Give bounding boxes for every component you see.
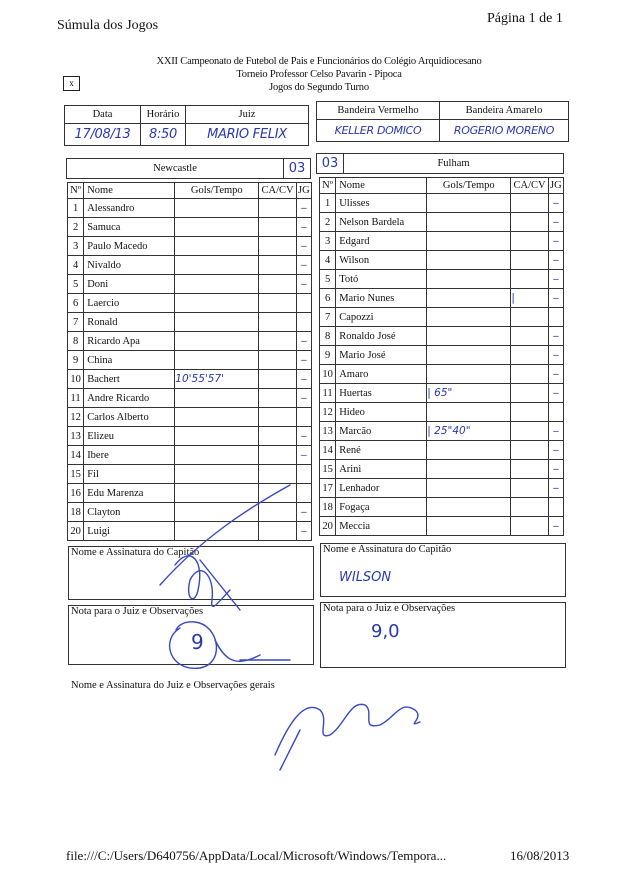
player-number: 12	[68, 408, 84, 427]
red-flag-value[interactable]: KELLER DOMICO	[317, 120, 440, 142]
away-col-cards: CA/CV	[511, 178, 548, 194]
player-number: 16	[68, 484, 84, 503]
player-jg[interactable]: –	[548, 479, 563, 498]
player-number: 8	[68, 332, 84, 351]
player-name: Hideo	[336, 403, 427, 422]
player-jg[interactable]: –	[548, 422, 563, 441]
player-number: 15	[68, 465, 84, 484]
player-jg[interactable]: –	[296, 218, 311, 237]
player-name: René	[336, 441, 427, 460]
championship-title: XXII Campeonato de Futebol de Pais e Funcionários do Colégio Arquidiocesano	[156, 56, 482, 67]
player-jg[interactable]: –	[296, 503, 311, 522]
player-name: Marcão	[336, 422, 427, 441]
player-number: 2	[320, 213, 336, 232]
player-name: Samuca	[84, 218, 175, 237]
player-name: Bachert	[84, 370, 175, 389]
referee-header-label: Juiz	[186, 106, 309, 124]
player-name: Clayton	[84, 503, 175, 522]
player-number: 1	[320, 194, 336, 213]
player-goals[interactable]: 10'55'57'	[175, 370, 259, 389]
player-goals[interactable]: | 65"	[427, 384, 511, 403]
referee-signature	[275, 704, 420, 755]
player-name: Mario Nunes	[336, 289, 427, 308]
player-number: 13	[320, 422, 336, 441]
player-name: Fogaça	[336, 498, 427, 517]
player-number: 9	[68, 351, 84, 370]
player-number: 4	[320, 251, 336, 270]
player-number: 1	[68, 199, 84, 218]
home-captain-label: Nome e Assinatura do Capitão	[71, 547, 200, 558]
player-name: Wilson	[336, 251, 427, 270]
player-number: 3	[320, 232, 336, 251]
player-jg[interactable]: –	[296, 370, 311, 389]
yellow-flag-value[interactable]: ROGERIO MORENO	[440, 120, 569, 142]
player-number: 14	[320, 441, 336, 460]
player-number: 4	[68, 256, 84, 275]
time-label: Horário	[141, 106, 186, 124]
player-name: Laercio	[84, 294, 175, 313]
player-jg[interactable]: –	[296, 332, 311, 351]
player-jg[interactable]: –	[296, 256, 311, 275]
player-number: 7	[320, 308, 336, 327]
player-name: Andre Ricardo	[84, 389, 175, 408]
time-value[interactable]: 8:50	[141, 124, 186, 146]
player-number: 6	[320, 289, 336, 308]
player-name: Huertas	[336, 384, 427, 403]
player-jg[interactable]: –	[296, 389, 311, 408]
date-value[interactable]: 17/08/13	[65, 124, 141, 146]
yellow-flag-label: Bandeira Amarelo	[440, 102, 569, 120]
document-title: Súmula dos Jogos	[57, 18, 159, 33]
home-captain-flourish	[160, 485, 290, 610]
player-name: Fil	[84, 465, 175, 484]
home-note-circle	[170, 622, 217, 668]
player-number: 11	[320, 384, 336, 403]
player-number: 3	[68, 237, 84, 256]
player-cards[interactable]: |	[511, 289, 548, 308]
player-jg[interactable]: –	[548, 194, 563, 213]
home-col-number: Nº	[68, 183, 84, 199]
referee-ok-mark	[215, 640, 290, 661]
home-score[interactable]: 03	[284, 159, 311, 179]
player-name: Ronaldo José	[336, 327, 427, 346]
player-number: 12	[320, 403, 336, 422]
player-name: Totó	[336, 270, 427, 289]
footer-date: 16/08/2013	[510, 848, 570, 863]
player-number: 6	[68, 294, 84, 313]
player-name: Ibere	[84, 446, 175, 465]
player-number: 17	[320, 479, 336, 498]
referee-signature-underline	[280, 730, 300, 770]
player-name: Carlos Alberto	[84, 408, 175, 427]
player-jg[interactable]: –	[548, 346, 563, 365]
player-name: Amaro	[336, 365, 427, 384]
away-col-number: Nº	[320, 178, 336, 194]
player-number: 18	[320, 498, 336, 517]
player-name: Luigi	[84, 522, 175, 541]
away-note-value: 9,0	[371, 621, 400, 642]
player-name: Edgard	[336, 232, 427, 251]
player-jg[interactable]: –	[296, 199, 311, 218]
player-number: 18	[68, 503, 84, 522]
player-jg[interactable]: –	[296, 446, 311, 465]
home-note-label: Nota para o Juiz e Observações	[71, 606, 204, 617]
player-number: 5	[320, 270, 336, 289]
player-number: 10	[320, 365, 336, 384]
player-number: 9	[320, 346, 336, 365]
away-note-label: Nota para o Juiz e Observações	[323, 603, 456, 614]
away-col-goals: Gols/Tempo	[427, 178, 511, 194]
player-name: Paulo Macedo	[84, 237, 175, 256]
player-name: Arini	[336, 460, 427, 479]
player-jg[interactable]: –	[296, 275, 311, 294]
player-name: Alessandro	[84, 199, 175, 218]
away-captain-label: Nome e Assinatura do Capitão	[323, 544, 452, 555]
player-number: 11	[68, 389, 84, 408]
player-number: 7	[68, 313, 84, 332]
away-team-name: Fulham	[344, 154, 564, 174]
player-jg[interactable]: –	[296, 427, 311, 446]
player-jg[interactable]: –	[548, 517, 563, 536]
home-note-value: 9	[191, 630, 204, 654]
player-name: Elizeu	[84, 427, 175, 446]
player-name: Mario José	[336, 346, 427, 365]
away-score[interactable]: 03	[317, 154, 344, 174]
referee-signature-label: Nome e Assinatura do Juiz e Observações gerais	[71, 680, 275, 691]
player-number: 14	[68, 446, 84, 465]
home-col-name: Nome	[84, 183, 175, 199]
player-jg[interactable]: –	[296, 237, 311, 256]
player-number: 20	[320, 517, 336, 536]
player-jg[interactable]: –	[296, 351, 311, 370]
away-col-jg: JG	[548, 178, 563, 194]
match-checkbox[interactable]: x	[63, 76, 80, 91]
player-name: Ronald	[84, 313, 175, 332]
referee-value[interactable]: MARIO FELIX	[186, 124, 309, 146]
player-jg[interactable]: –	[548, 251, 563, 270]
date-label: Data	[65, 106, 141, 124]
player-jg[interactable]: –	[548, 213, 563, 232]
home-col-cards: CA/CV	[259, 183, 296, 199]
player-name: Edu Marenza	[84, 484, 175, 503]
away-captain-value: WILSON	[339, 570, 392, 585]
player-name: Nelson Bardela	[336, 213, 427, 232]
player-jg[interactable]: –	[548, 327, 563, 346]
tournament-title: Torneio Professor Celso Pavarin - Pipoca	[236, 69, 402, 80]
red-flag-label: Bandeira Vermelho	[317, 102, 440, 120]
player-name: Lenhador	[336, 479, 427, 498]
player-jg[interactable]: –	[548, 289, 563, 308]
player-jg[interactable]: –	[548, 384, 563, 403]
player-goals[interactable]: | 25"40"	[427, 422, 511, 441]
home-col-jg: JG	[296, 183, 311, 199]
player-name: Ricardo Apa	[84, 332, 175, 351]
player-name: Meccia	[336, 517, 427, 536]
player-jg[interactable]: –	[548, 441, 563, 460]
home-col-goals: Gols/Tempo	[175, 183, 259, 199]
player-number: 10	[68, 370, 84, 389]
player-number: 15	[320, 460, 336, 479]
player-name: Capozzi	[336, 308, 427, 327]
player-jg[interactable]: –	[548, 365, 563, 384]
player-name: China	[84, 351, 175, 370]
player-number: 13	[68, 427, 84, 446]
player-name: Ulisses	[336, 194, 427, 213]
player-number: 8	[320, 327, 336, 346]
home-team-name: Newcastle	[67, 159, 284, 179]
footer-path: file:///C:/Users/D640756/AppData/Local/Microsoft/Windows/Tempora...	[66, 848, 447, 863]
player-jg[interactable]: –	[548, 460, 563, 479]
player-number: 20	[68, 522, 84, 541]
player-name: Doni	[84, 275, 175, 294]
away-col-name: Nome	[336, 178, 427, 194]
player-jg[interactable]: –	[548, 232, 563, 251]
round-title: Jogos do Segundo Turno	[269, 82, 369, 93]
page-number: Página 1 de 1	[487, 11, 563, 26]
player-name: Nivaldo	[84, 256, 175, 275]
player-jg[interactable]: –	[548, 270, 563, 289]
player-jg[interactable]: –	[296, 522, 311, 541]
player-number: 5	[68, 275, 84, 294]
player-number: 2	[68, 218, 84, 237]
